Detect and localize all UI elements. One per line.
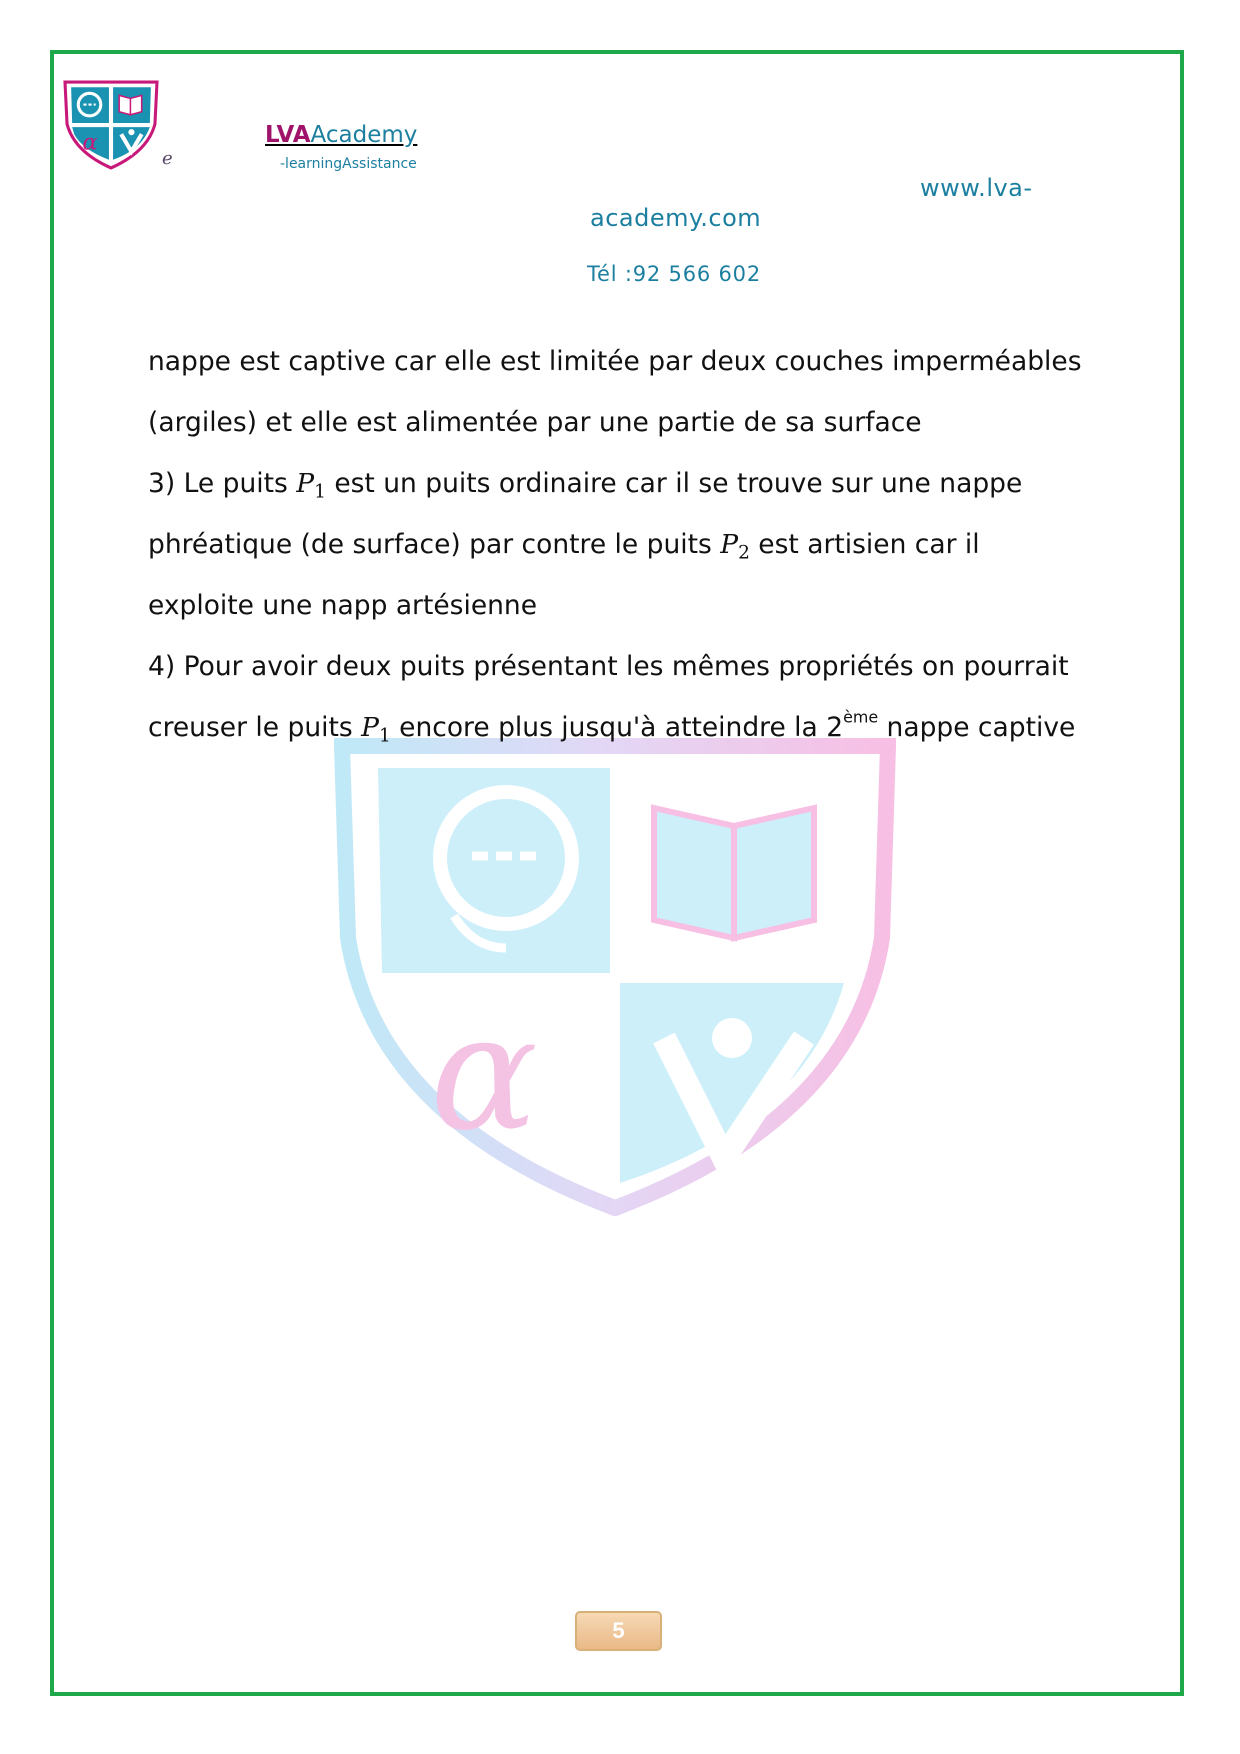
website-link-part2[interactable]: academy.com [590,204,762,232]
variable-subscript: 2 [738,542,750,564]
text-line-1 [148,336,1098,397]
text-line-7 [148,702,1098,763]
line-text: phréatique (de surface) par contre le puits [148,529,721,560]
ordinal-superscript: ème [843,707,879,727]
line-text: 4) Pour avoir deux puits présentant les mêmes propriétés on pourrait [148,651,1069,682]
text-line-5 [148,580,1098,641]
line-text: encore plus jusqu'à atteindre la 2 [390,712,844,743]
watermark-logo [334,738,896,1216]
well-variable [296,468,326,503]
academy-logo [58,78,164,170]
line-text: nappe est captive car elle est limitée par deux couches imperméables [148,346,1082,377]
variable-letter: P [296,468,315,499]
line-text: creuser le puits [148,712,362,743]
website-link-part1[interactable]: www.lva- [920,174,1033,202]
text-line-3 [148,458,1098,519]
variable-subscript: 1 [378,725,391,747]
variable-letter: P [361,712,379,743]
text-line-6 [148,641,1098,702]
line-text: (argiles) et elle est alimentée par une partie de sa surface [148,407,922,438]
logo-letter: e [162,148,173,169]
line-text: exploite une napp artésienne [148,590,538,621]
brand-name[interactable] [265,122,417,148]
brand-academy: Academy [310,122,418,148]
page-number-badge: 5 [575,1611,662,1651]
variable-letter: P [720,529,739,560]
line-text: 3) Le puits [148,468,297,499]
line-text: est artisien car il [749,529,980,560]
well-variable [361,712,391,747]
line-text: est un puits ordinaire car il se trouve sur une nappe [325,468,1023,499]
brand-tagline: -learningAssistance [280,156,417,172]
text-line-2 [148,397,1098,458]
phone-number: Tél :92 566 602 [587,262,762,286]
variable-subscript: 1 [314,481,326,503]
body-text [148,336,1098,763]
well-variable [720,529,750,564]
text-line-4 [148,519,1098,580]
svg-text:α: α [430,979,539,1166]
svg-text:α: α [82,129,98,156]
line-text: nappe captive [878,712,1076,743]
brand-lva: LVA [265,122,311,148]
